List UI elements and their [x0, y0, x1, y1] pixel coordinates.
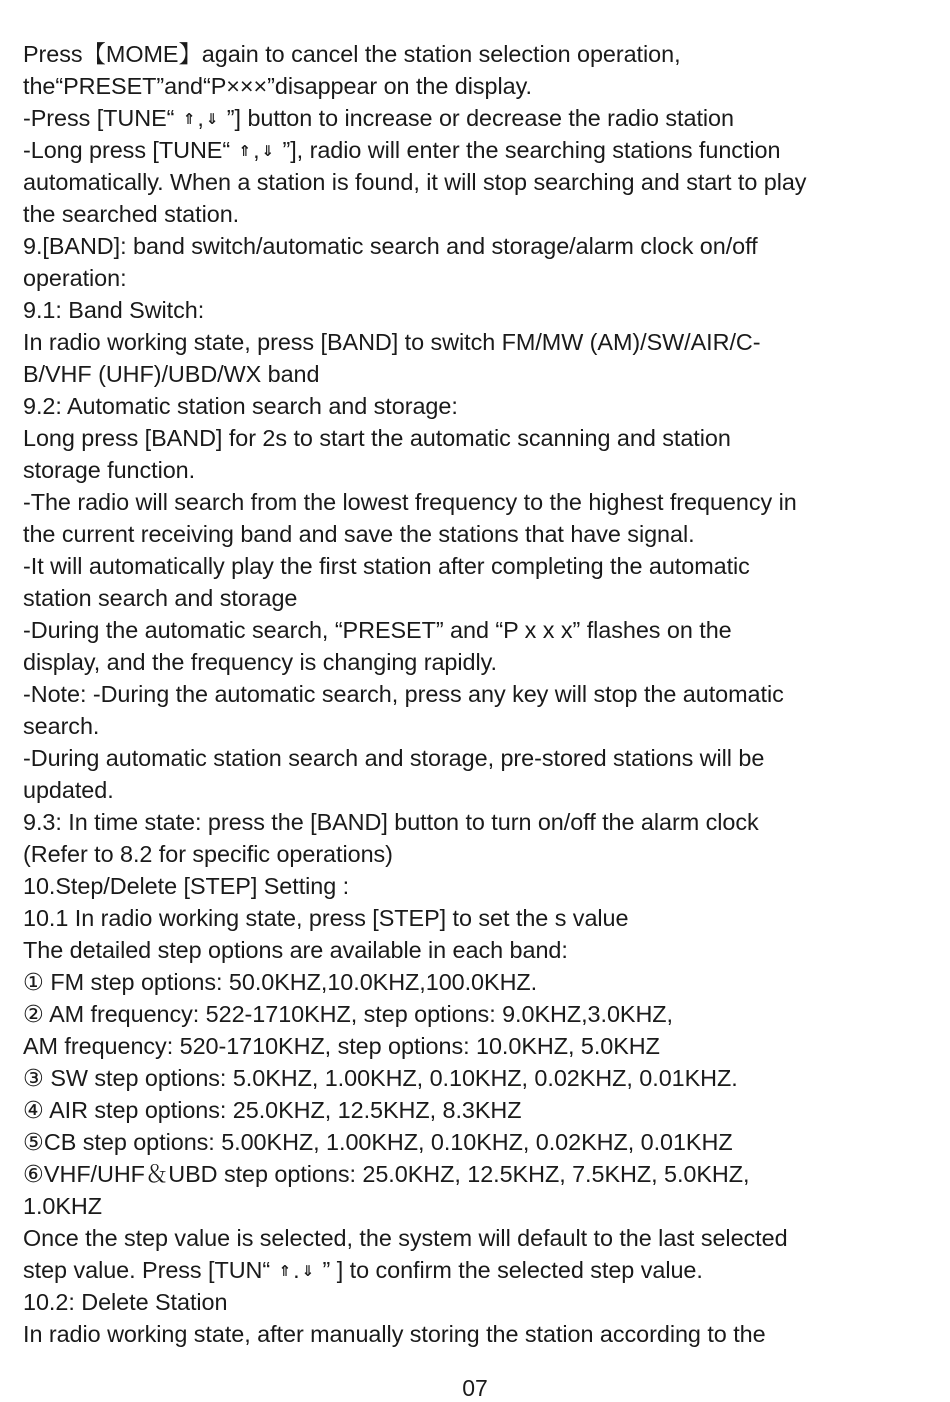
text-line: [23, 1254, 938, 1286]
text-line: ④ AIR step options: 25.0KHZ, 12.5KHZ, 8.3KHZ: [23, 1097, 522, 1123]
text-line: ② AM frequency: 522-1710KHZ, step options: 9.0KHZ,3.0KHZ,: [23, 1001, 673, 1027]
text-line: 9.3: In time state: press the [BAND] button to turn on/off the alarm clock: [23, 809, 759, 835]
up-arrow-icon: ⇑: [182, 111, 196, 128]
text-segment: ” ] to confirm the selected step value.: [316, 1257, 703, 1283]
text-line: -It will automatically play the first station after completing the automatic: [23, 553, 750, 579]
up-arrow-icon: ⇑: [238, 143, 252, 160]
text-line: 9.2: Automatic station search and storage:: [23, 393, 458, 419]
manual-body-text: [23, 38, 938, 1350]
text-line: [23, 134, 938, 166]
text-line: 1.0KHZ: [23, 1193, 102, 1219]
text-line: Long press [BAND] for 2s to start the automatic scanning and station: [23, 425, 731, 451]
text-line: -The radio will search from the lowest frequency to the highest frequency in: [23, 489, 797, 515]
text-line: Press【MOME】again to cancel the station selection operation,: [23, 41, 681, 67]
text-line: -Note: -During the automatic search, press any key will stop the automatic: [23, 681, 784, 707]
text-line: operation:: [23, 265, 127, 291]
text-line: ⑥VHF/UHF＆UBD step options: 25.0KHZ, 12.5KHZ, 7.5KHZ, 5.0KHZ,: [23, 1161, 750, 1187]
text-segment: ”] button to increase or decrease the radio station: [220, 105, 734, 131]
text-segment: ”], radio will enter the searching stations function: [276, 137, 781, 163]
down-arrow-icon: ⇓: [301, 1263, 315, 1280]
text-line: [23, 102, 938, 134]
text-line: search.: [23, 713, 100, 739]
down-arrow-icon: ⇓: [261, 143, 275, 160]
text-segment: step value. Press [TUN“: [23, 1257, 277, 1283]
text-segment: -Long press [TUNE“: [23, 137, 237, 163]
text-line: -During automatic station search and storage, pre-stored stations will be: [23, 745, 765, 771]
text-line: (Refer to 8.2 for specific operations): [23, 841, 393, 867]
text-line: the current receiving band and save the stations that have signal.: [23, 521, 695, 547]
text-line: -During the automatic search, “PRESET” and “P x x x” flashes on the: [23, 617, 732, 643]
text-line: In radio working state, press [BAND] to switch FM/MW (AM)/SW/AIR/C-: [23, 329, 761, 355]
text-line: 10.Step/Delete [STEP] Setting :: [23, 873, 350, 899]
text-line: ① FM step options: 50.0KHZ,10.0KHZ,100.0KHZ.: [23, 969, 538, 995]
text-line: 10.1 In radio working state, press [STEP] to set the s value: [23, 905, 629, 931]
text-segment: ,: [197, 105, 204, 131]
text-line: updated.: [23, 777, 114, 803]
text-line: In radio working state, after manually storing the station according to the: [23, 1321, 766, 1347]
text-segment: -Press [TUNE“: [23, 105, 181, 131]
text-line: station search and storage: [23, 585, 298, 611]
text-line: the“PRESET”and“P×××”disappear on the display.: [23, 73, 532, 99]
text-line: Once the step value is selected, the system will default to the last selected: [23, 1225, 788, 1251]
up-arrow-icon: ⇑: [278, 1263, 292, 1280]
text-line: automatically. When a station is found, it will stop searching and start to play: [23, 169, 807, 195]
text-line: 10.2: Delete Station: [23, 1289, 228, 1315]
down-arrow-icon: ⇓: [205, 111, 219, 128]
text-line: storage function.: [23, 457, 196, 483]
text-line: 9.1: Band Switch:: [23, 297, 205, 323]
text-line: AM frequency: 520-1710KHZ, step options: 10.0KHZ, 5.0KHZ: [23, 1033, 660, 1059]
text-line: ⑤CB step options: 5.00KHZ, 1.00KHZ, 0.10KHZ, 0.02KHZ, 0.01KHZ: [23, 1129, 733, 1155]
text-line: display, and the frequency is changing rapidly.: [23, 649, 497, 675]
text-line: 9.[BAND]: band switch/automatic search and storage/alarm clock on/off: [23, 233, 758, 259]
text-line: B/VHF (UHF)/UBD/WX band: [23, 361, 320, 387]
page-number: 07: [462, 1375, 488, 1401]
text-line: The detailed step options are available in each band:: [23, 937, 568, 963]
text-segment: ,: [253, 137, 260, 163]
text-segment: .: [293, 1257, 300, 1283]
text-line: the searched station.: [23, 201, 240, 227]
text-line: ③ SW step options: 5.0KHZ, 1.00KHZ, 0.10KHZ, 0.02KHZ, 0.01KHZ.: [23, 1065, 738, 1091]
